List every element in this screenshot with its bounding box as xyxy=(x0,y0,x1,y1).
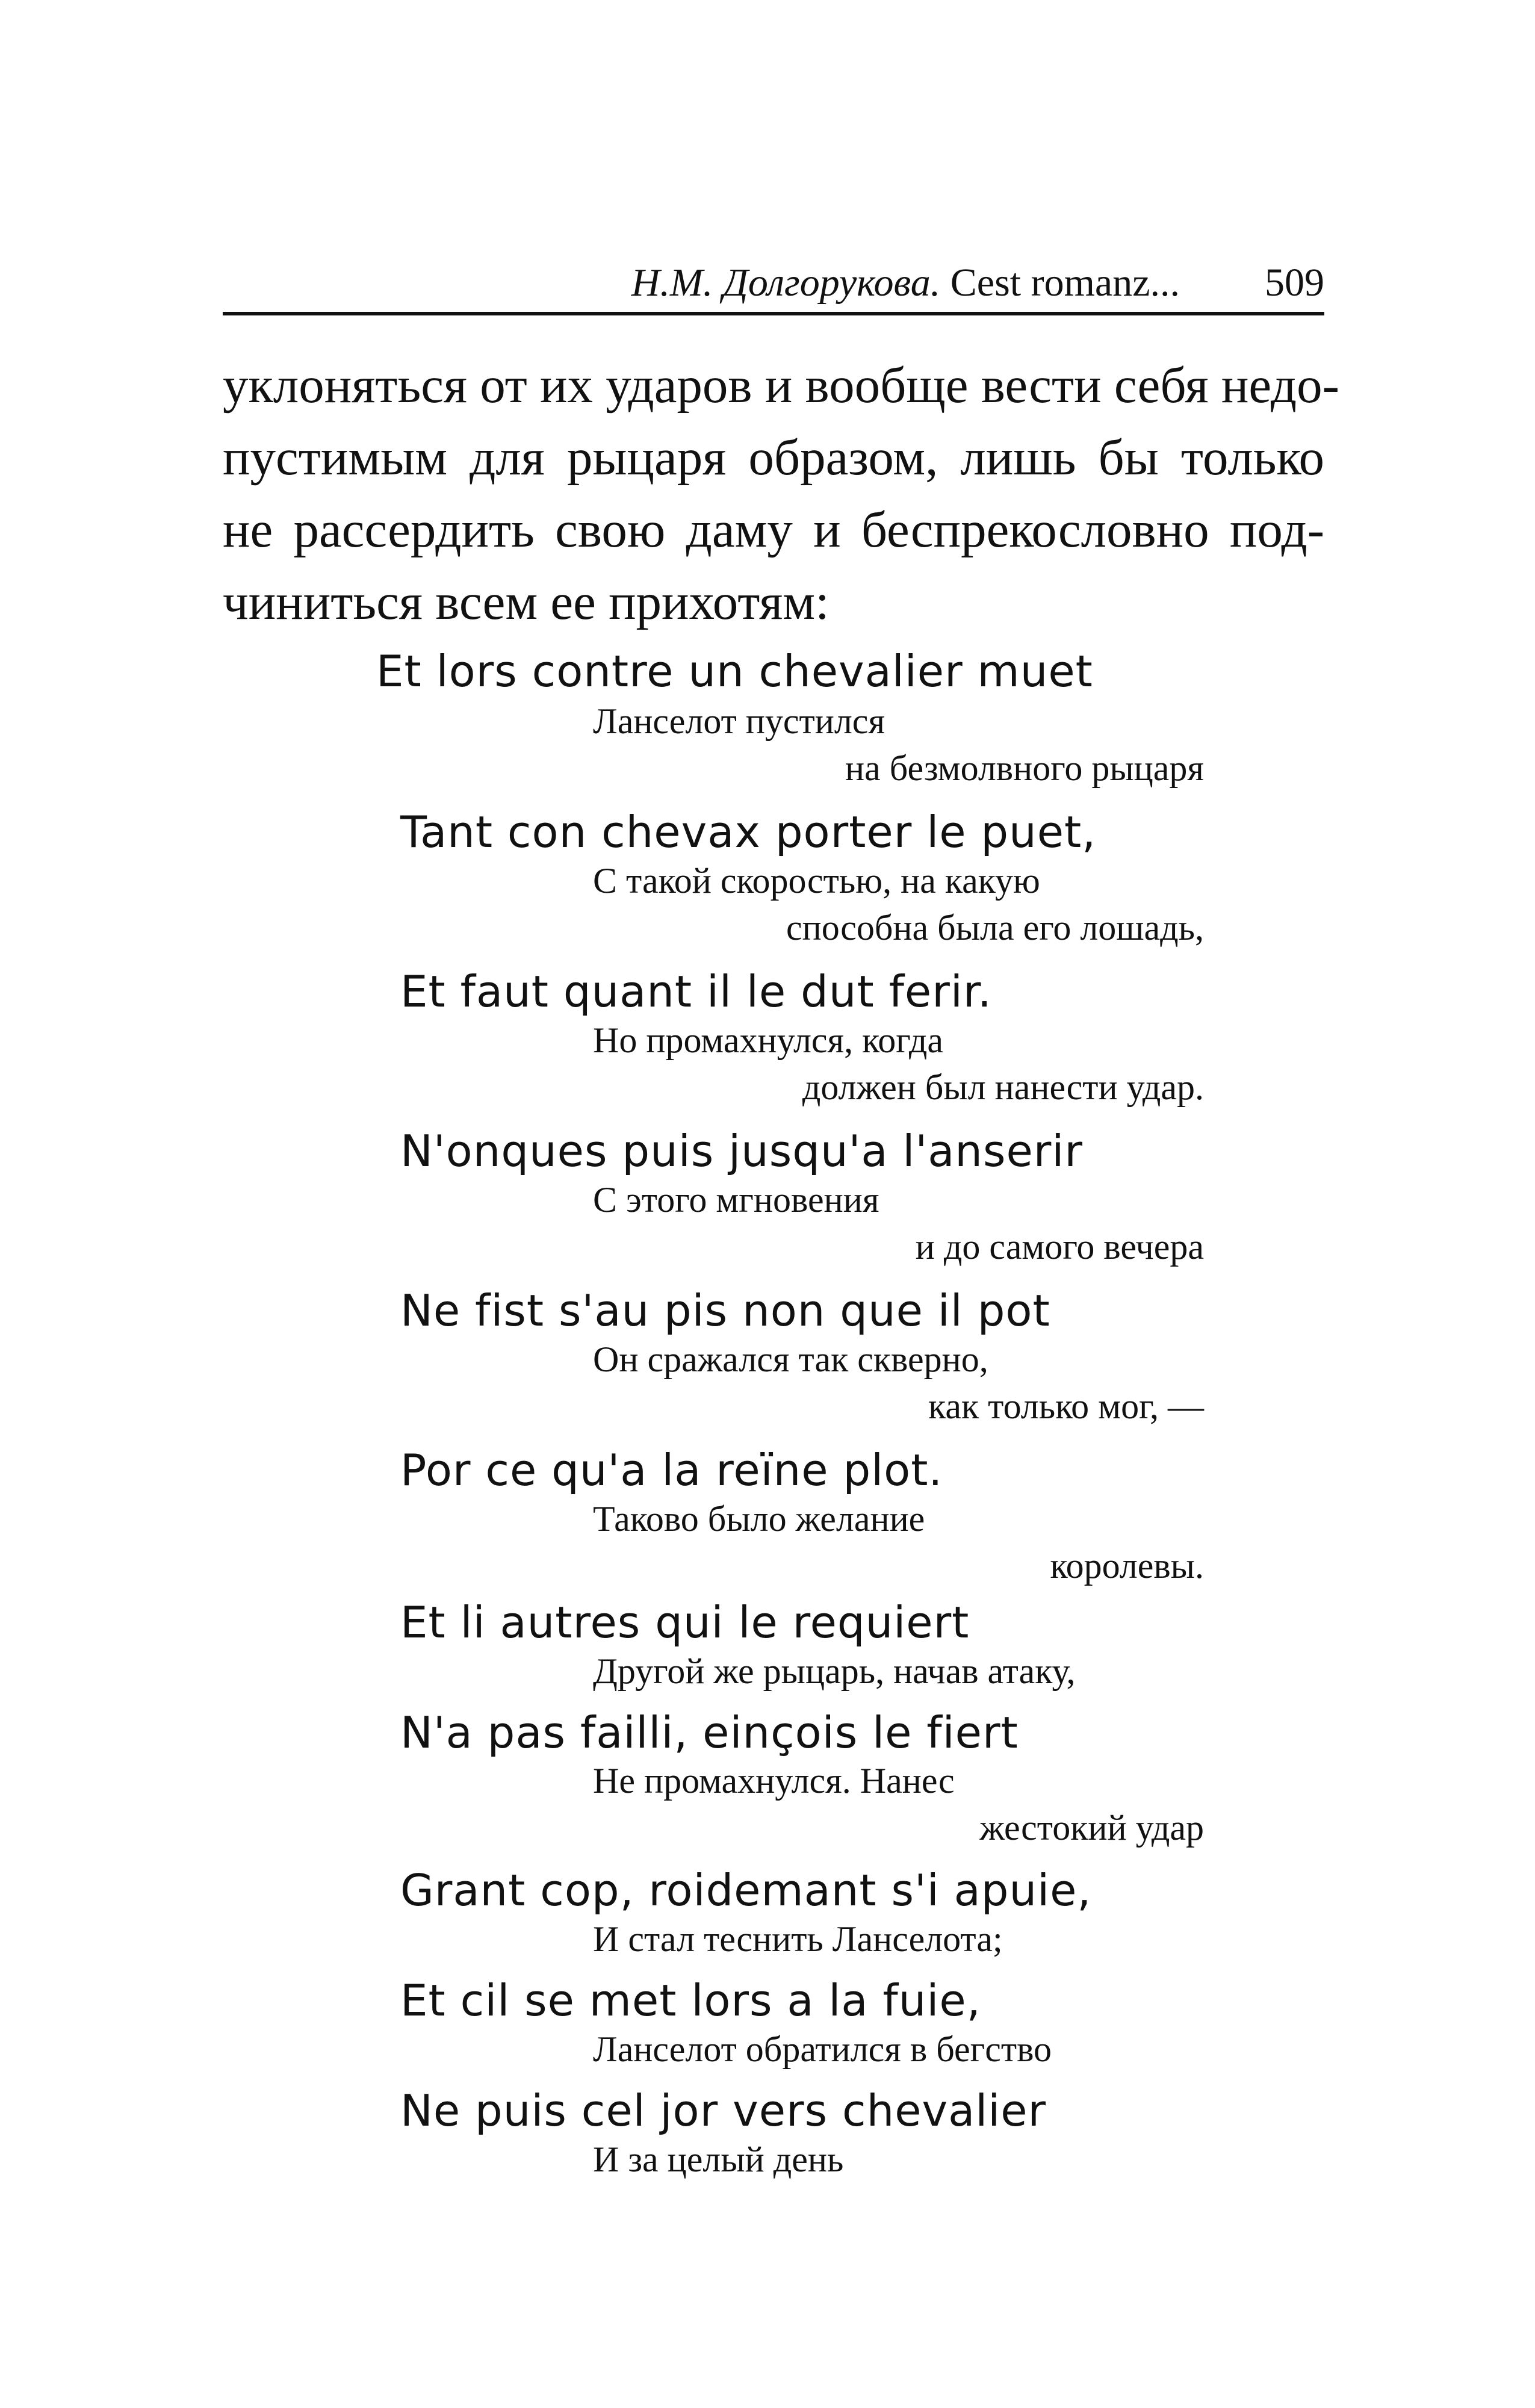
verse-original-line: Por ce qu'a la reïne plot. xyxy=(400,1445,943,1495)
verse-original-line: Tant con chevax porter le puet, xyxy=(400,807,1097,857)
verse-translation-line: Но промахнулся, когда xyxy=(593,1020,944,1060)
verse-translation-line: Он сражался так скверно, xyxy=(593,1339,988,1379)
verse-translation-line: и до самого вечера xyxy=(915,1227,1204,1267)
verse-original-line: Ne fist s'au pis non que il pot xyxy=(400,1285,1050,1336)
prose-line: уклоняться от их ударов и вообще вести себя недо- xyxy=(223,357,1339,414)
prose-line: чиниться всем ее прихотям: xyxy=(223,574,830,630)
verse-translation-line: как только мог, — xyxy=(928,1386,1204,1426)
verse-translation-line: Ланселот обратился в бегство xyxy=(593,2029,1052,2069)
verse-translation-line: И стал теснить Ланселота; xyxy=(593,1919,1003,1959)
verse-original-line: Grant cop, roidemant s'i apuie, xyxy=(400,1865,1092,1916)
verse-translation-line: должен был нанести удар. xyxy=(802,1067,1204,1107)
prose-line: пустимым для рыцаря образом, лишь бы только xyxy=(223,429,1324,486)
verse-translation-line: Таково было желание xyxy=(593,1499,925,1539)
author-name: Н.М. Долгорукова. xyxy=(631,261,941,305)
verse-original-line: Et lors contre un chevalier muet xyxy=(376,646,1093,697)
verse-translation-line: С этого мгновения xyxy=(593,1180,879,1220)
page-number: 509 xyxy=(1265,261,1324,305)
work-title: Cest romanz... xyxy=(940,261,1180,305)
verse-original-line: N'onques puis jusqu'a l'anserir xyxy=(400,1126,1083,1176)
verse-original-line: Et li autres qui le requiert xyxy=(400,1597,970,1648)
verse-translation-line: способна была его лошадь, xyxy=(786,908,1204,948)
verse-original-line: N'a pas failli, einçois le fiert xyxy=(400,1707,1019,1758)
verse-translation-line: Другой же рыцарь, начав атаку, xyxy=(593,1651,1076,1691)
verse-translation-line: жестокий удар xyxy=(979,1808,1204,1848)
verse-original-line: Et faut quant il le dut ferir. xyxy=(400,966,992,1017)
verse-original-line: Ne puis cel jor vers chevalier xyxy=(400,2085,1047,2136)
verse-translation-line: на безмолвного рыцаря xyxy=(845,748,1204,788)
verse-translation-line: королевы. xyxy=(1050,1546,1204,1586)
verse-translation-line: И за целый день xyxy=(593,2140,844,2179)
verse-original-line: Et cil se met lors a la fuie, xyxy=(400,1975,981,2026)
prose-line: не рассердить свою даму и беспрекословно под- xyxy=(223,501,1324,558)
verse-translation-line: Ланселот пустился xyxy=(593,701,885,741)
verse-translation-line: С такой скоростью, на какую xyxy=(593,861,1040,901)
verse-translation-line: Не промахнулся. Нанес xyxy=(593,1761,955,1801)
